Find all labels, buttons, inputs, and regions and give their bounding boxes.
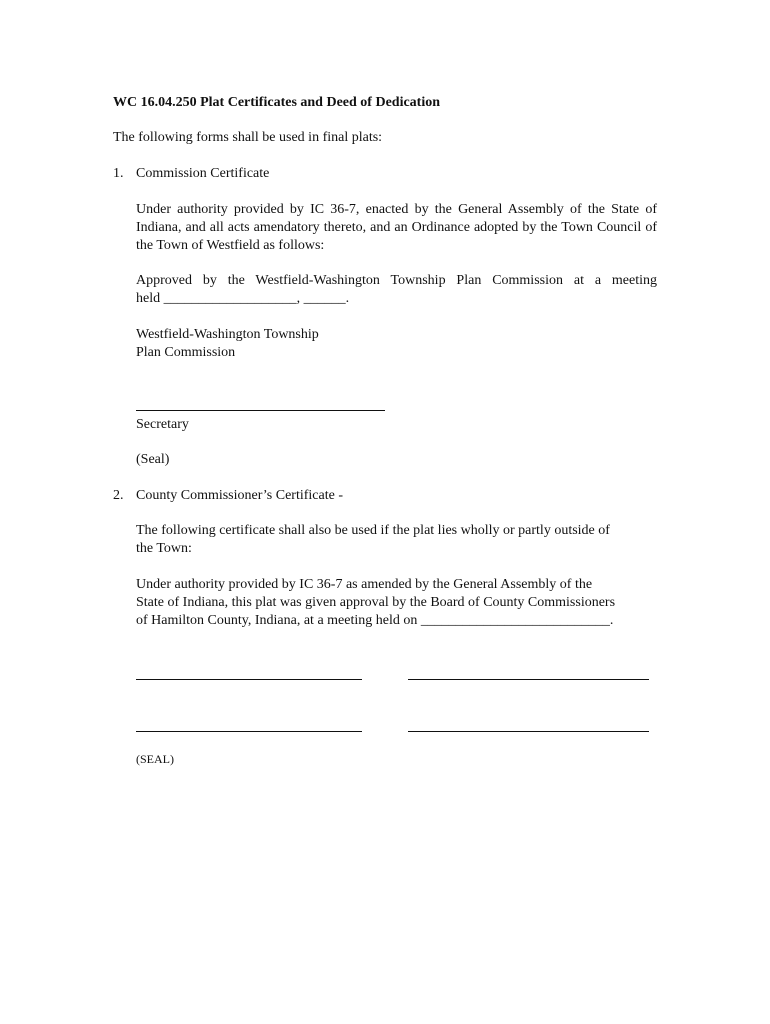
page-title: WC 16.04.250 Plat Certificates and Deed of Dedication	[113, 95, 441, 110]
section1-authority-paragraph: Under authority provided by IC 36-7, enacted by the General Assembly of the State of Indiana, and all acts amendatory thereto, and an Ordinance adopted by the Town Council of the Town of Westfield as follows:	[136, 202, 657, 253]
secretary-label: Secretary	[136, 417, 189, 432]
commissioner-signature-line-2	[408, 679, 649, 680]
intro-text: The following forms shall be used in final plats:	[113, 130, 383, 145]
section1-number: 1.	[113, 166, 124, 181]
section2-note-line1: The following certificate shall also be used if the plat lies wholly or partly outside of	[136, 523, 610, 538]
commission-name-line2: Plan Commission	[136, 345, 236, 360]
commissioner-signature-line-3	[136, 731, 362, 732]
section1-heading: Commission Certificate	[136, 166, 270, 181]
section1-approved-line2: held ___________________, ______.	[136, 291, 350, 306]
commission-name-line1: Westfield-Washington Township	[136, 327, 319, 342]
commissioner-signature-line-4	[408, 731, 649, 732]
section2-heading: County Commissioner’s Certificate -	[136, 488, 343, 503]
section2-number: 2.	[113, 488, 124, 503]
section2-authority-line2: State of Indiana, this plat was given approval by the Board of County Commissioners	[136, 595, 616, 610]
section2-authority-line1: Under authority provided by IC 36-7 as amended by the General Assembly of the	[136, 577, 593, 592]
section2-seal-label: (SEAL)	[136, 752, 174, 766]
commissioner-signature-line-1	[136, 679, 362, 680]
secretary-signature-line	[136, 410, 385, 411]
section2-authority-line3: of Hamilton County, Indiana, at a meeting held on ___________________________.	[136, 613, 614, 628]
section1-approved-line1: Approved by the Westfield-Washington Township Plan Commission at a meeting	[136, 273, 657, 288]
section2-note-line2: the Town:	[136, 541, 192, 556]
section1-seal-label: (Seal)	[136, 452, 170, 467]
